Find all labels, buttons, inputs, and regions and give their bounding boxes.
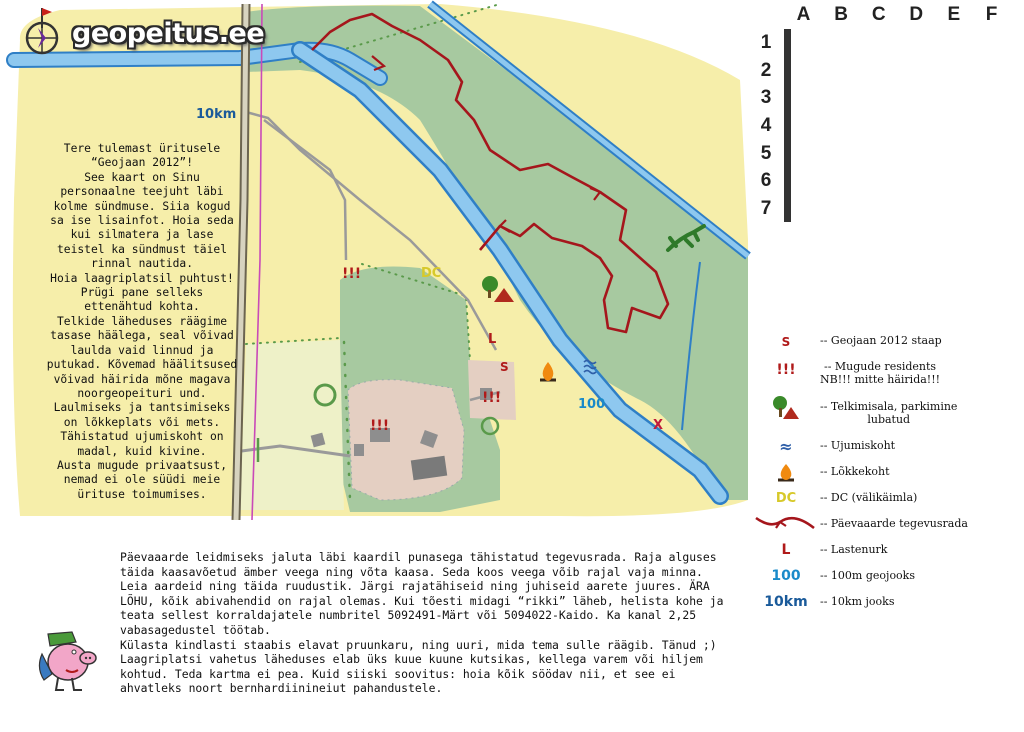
legend-item-camping [740,396,1024,426]
map-label-residents: !!! [342,266,362,282]
legend-text: -- Mugude residents NB!!! mitte häirida!!! [820,360,941,386]
grid-cell[interactable] [790,166,791,193]
grid-row-label: 6 [760,170,772,191]
map-label-10km: 10km [196,107,237,122]
grid-column-label: B [834,4,848,25]
map-label-dc: DC [421,266,442,281]
map-label-kayak: X [653,418,664,433]
legend-symbol: L [781,542,791,558]
tent-icon [740,396,832,420]
grid-column-label: E [947,4,961,25]
grid-cell[interactable] [790,57,791,84]
legend-symbol: 100 [771,568,801,584]
legend-text: -- Lastenurk [820,543,888,556]
pig-mascot-icon [36,624,100,696]
grid-row-label: 5 [760,143,772,164]
trail-icon [740,512,832,536]
campfire-icon [740,460,832,484]
legend-item-staff [740,330,1024,354]
legend-text: -- Lõkkekoht [820,465,890,478]
legend-item-100m [740,564,1024,588]
legend-symbol: !!! [776,362,796,378]
grid-row-label: 1 [760,32,772,53]
grid-cell[interactable] [790,194,791,221]
logo-text: geopeitus.ee [72,18,265,49]
legend-item-campfire [740,460,1024,484]
legend-text: -- Geojaan 2012 staap [820,334,942,347]
legend-text: -- Telkimisala, parkimine lubatud [820,400,958,426]
grid-row-label: 7 [760,198,772,219]
map-label-residents: !!! [370,418,390,434]
grid-column-label: D [909,4,924,25]
grid-cell[interactable] [790,84,791,111]
map-label-staff: S [500,360,509,374]
map-label-kids-corner: L [488,332,497,347]
legend-text: -- Ujumiskoht [820,439,896,452]
legend-item-swimming [740,434,1024,458]
legend-item-10km [740,590,1024,614]
legend-item-trail [740,512,1024,536]
legend-symbol: 10km [764,594,808,610]
legend-text: -- 10km jooks [820,595,895,608]
legend-item-kids-corner [740,538,1024,562]
building [354,444,364,456]
geopeitus-logo[interactable] [20,6,265,62]
legend-item-dc [740,486,1024,510]
legend-text: -- DC (välikäimla) [820,491,918,504]
grid-table [784,29,791,222]
grid-column-label: C [871,4,886,25]
map-label-residents: !!! [482,390,502,406]
grid-row-label: 2 [760,60,772,81]
welcome-text: Tere tulemast üritusele “Geojaan 2012”! See kaart on Sinu personaalne teejuht läbi kolme sündmuse. Siia kogud sa ise lisainfot. Hoia seda kui silmatera ja lase teistel ka sündmust täiel rinnal nautida. Hoia laagriplatsil puhtust! Prügi pane selleks ettenähtud kohta. Telkide läheduses räägime tasase häälega, seal võivad laulda vaid linnud ja putukad. Kõvemad häälitsused võivad häirida mõne magava noorgeopeituri und. Laulmiseks ja tantsimiseks on lõkkeplats või mets. Tähistatud ujumiskoht on madal, kuid kivine. Austa mugude privaatsust, nemad ei ole süüdi meie ürituse toimumises. [46,142,238,501]
map-label-100: 100 [578,397,606,412]
grid-cell[interactable] [790,139,791,166]
legend-symbol: ≈ [779,436,793,456]
legend-text: -- 100m geojooks [820,569,915,582]
legend-symbol: S [781,335,791,349]
grid-cell[interactable] [790,112,791,139]
grid-cell[interactable] [790,30,791,57]
settlement [348,380,464,500]
grid-row-label: 3 [760,87,772,108]
legend-item-residents [740,358,1024,386]
legend-symbol: DC [775,490,797,506]
grid-column-label: F [985,4,998,25]
grid-row-label: 4 [760,115,772,136]
instructions-text: Päevaaarde leidmiseks jaluta läbi kaardil punasega tähistatud tegevusrada. Raja alguses täida kaasavõetud ämber veega ning võta kaasa. Seda koos veega võib rajal vaja minna. Leia aardeid ning täida ruudustik. Järgi rajatähiseid ning juhiseid aarete juures. ÄRA LÕHU, kõik abivahendid on rajal olemas. Kui tõesti midagi “rikki” läheb, helista kohe ja teata sellest korraldajatele numbritel 5092491-Märt või 5094022-Kaido. Ka kanal 2,25 vabasagedustel töötab. Külasta kindlasti staabis elavat pruunkaru, ning uuri, mida tema sulle räägib. Tänud ;) Laagriplatsi vahetus läheduses elab üks kuue kuune kutsikas, kellega varem või hiljem kohtud. Teda kartma ei pea. Kuid siiski soovitus: hoia kõik söödav nii, et see ei ahvatleks noort bernhardiinineiut pahandustele. [120,550,724,696]
grid-column-label: A [796,4,811,25]
legend-text: -- Päevaaarde tegevusrada [820,517,968,530]
